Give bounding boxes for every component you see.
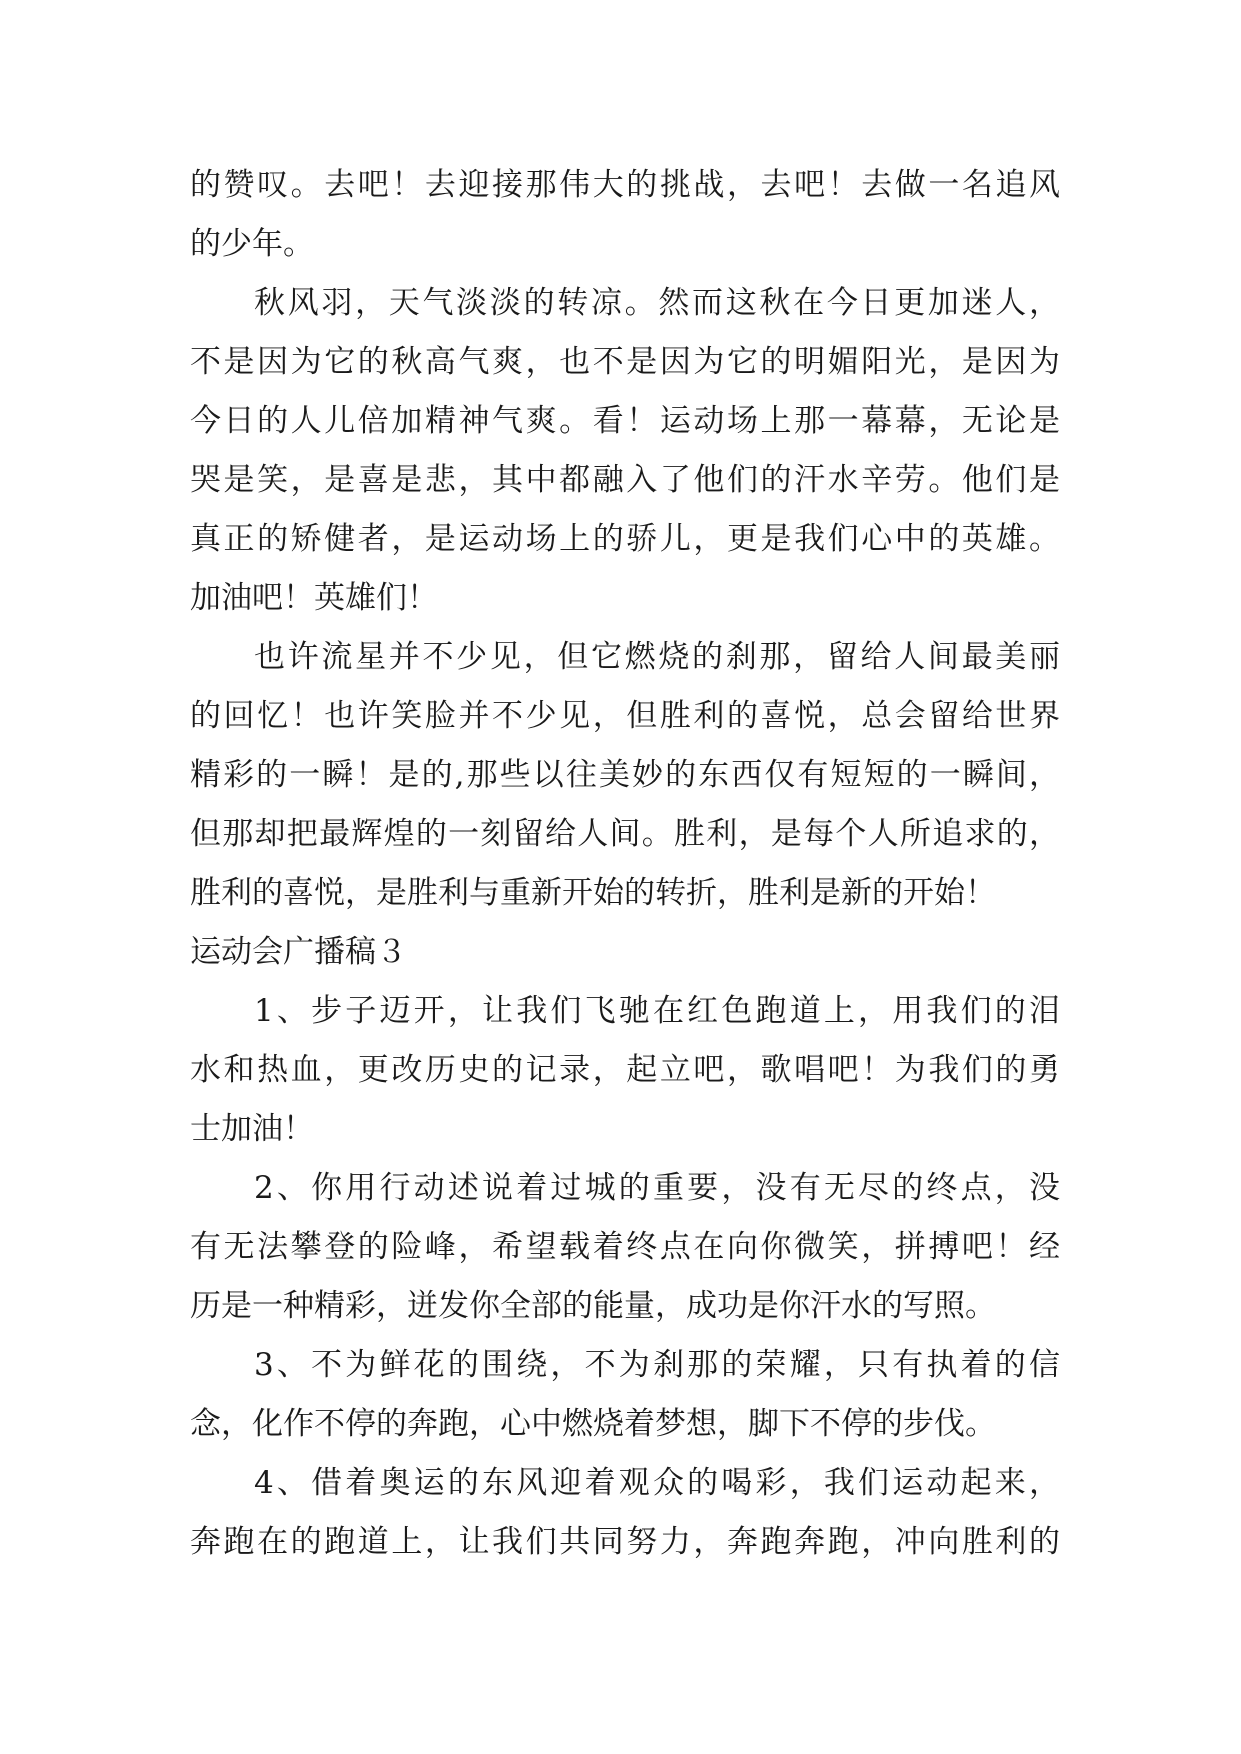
text-line: 不是因为它的秋高气爽，也不是因为它的明媚阳光，是因为: [190, 344, 1060, 380]
text-line: 运动会广播稿３: [190, 934, 407, 970]
text-line: 哭是笑，是喜是悲，其中都融入了他们的汗水辛劳。他们是: [190, 462, 1060, 498]
text-line: 的少年。: [190, 226, 314, 262]
section-heading: [190, 923, 1060, 982]
paragraph: [190, 274, 1060, 628]
text-line: 4、借着奥运的东风迎着观众的喝彩，我们运动起来，: [254, 1465, 1060, 1501]
text-line: 念，化作不停的奔跑，心中燃烧着梦想，脚下不停的步伐。: [190, 1406, 996, 1442]
text-line: 的赞叹。去吧！去迎接那伟大的挑战，去吧！去做一名追风: [190, 167, 1060, 203]
text-line: 水和热血，更改历史的记录，起立吧，歌唱吧！为我们的勇: [190, 1052, 1060, 1088]
text-line: 士加油！: [190, 1111, 314, 1147]
text-line: 也许流星并不少见，但它燃烧的刹那，留给人间最美丽: [254, 639, 1060, 675]
paragraph: [190, 982, 1060, 1159]
text-line: 但那却把最辉煌的一刻留给人间。胜利，是每个人所追求的，: [190, 816, 1060, 852]
text-line: 秋风羽，天气淡淡的转凉。然而这秋在今日更加迷人，: [254, 285, 1060, 321]
text-line: 精彩的一瞬！是的,那些以往美妙的东西仅有短短的一瞬间，: [190, 757, 1060, 793]
paragraph: [190, 156, 1060, 274]
text-line: 今日的人儿倍加精神气爽。看！运动场上那一幕幕，无论是: [190, 403, 1060, 439]
text-line: 历是一种精彩，迸发你全部的能量，成功是你汗水的写照。: [190, 1288, 996, 1324]
text-line: 真正的矫健者，是运动场上的骄儿，更是我们心中的英雄。: [190, 521, 1060, 557]
paragraph: [190, 628, 1060, 923]
paragraph: [190, 1159, 1060, 1336]
document-body: [190, 156, 1060, 1572]
text-line: 加油吧！英雄们！: [190, 580, 438, 616]
text-line: 2、你用行动述说着过城的重要，没有无尽的终点，没: [254, 1170, 1060, 1206]
paragraph: [190, 1336, 1060, 1454]
text-line: 有无法攀登的险峰，希望载着终点在向你微笑，拼搏吧！经: [190, 1229, 1060, 1265]
text-line: 奔跑在的跑道上，让我们共同努力，奔跑奔跑，冲向胜利的: [190, 1524, 1060, 1560]
text-line: 胜利的喜悦，是胜利与重新开始的转折，胜利是新的开始！: [190, 875, 996, 911]
text-line: 的回忆！也许笑脸并不少见，但胜利的喜悦，总会留给世界: [190, 698, 1060, 734]
paragraph: [190, 1454, 1060, 1572]
text-line: 3、不为鲜花的围绕，不为刹那的荣耀，只有执着的信: [254, 1347, 1060, 1383]
text-line: 1、步子迈开，让我们飞驰在红色跑道上，用我们的泪: [254, 993, 1060, 1029]
